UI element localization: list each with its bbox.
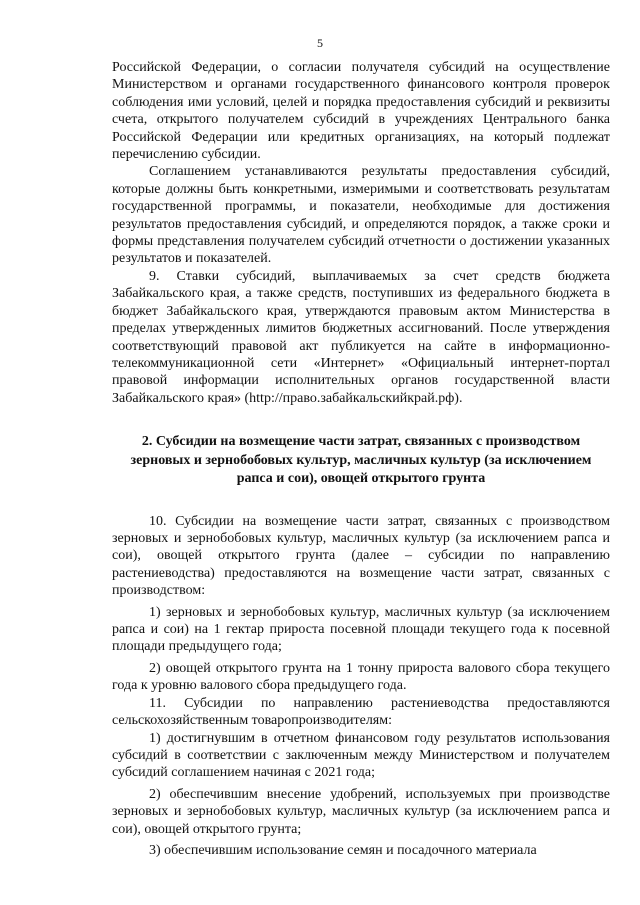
- paragraph-item-11-1: 1) достигнувшим в отчетном финансовом году результатов использования субсидий в соответствии с заключенным между Министерством и получателем субсидий соглашением начиная с 2021 года;: [112, 730, 610, 781]
- paragraph-item-10-1: 1) зерновых и зернобобовых культур, масличных культур (за исключением рапса и сои) на 1 гектар прироста посевной площади текущего года к посевной площади предыдущего года;: [112, 604, 610, 655]
- paragraph-item-11-2: 2) обеспечившим внесение удобрений, используемых при производстве зерновых и зернобобовых культур, масличных культур (за исключением рапса и сои), овощей открытого грунта;: [112, 786, 610, 837]
- paragraph-item-10: 10. Субсидии на возмещение части затрат, связанных с производством зерновых и зернобобовых культур, масличных культур (за исключением рапса и сои), овощей открытого грунта (далее – субсидии по направлению растениеводства) предоставляются на возмещение части затрат, связанных с производством:: [112, 513, 610, 599]
- document-body: [112, 59, 610, 859]
- paragraph-item-11-3: 3) обеспечившим использование семян и посадочного материала: [149, 842, 537, 858]
- paragraph-continuation: Российской Федерации, о согласии получателя субсидий на осуществление Министерством и органами государственного финансового контроля проверок соблюдения ими условий, целей и порядка предоставления субсидий и реквизиты счета, открытого получателем субсидий в учреждениях Центрального банка Российской Федерации или кредитных организациях, на который подлежат перечислению субсидии.: [112, 60, 610, 163]
- paragraph-item-11: 11. Субсидии по направлению растениеводства предоставляются сельскохозяйственным товаропроизводителям:: [112, 695, 610, 729]
- paragraph-item-9: 9. Ставки субсидий, выплачиваемых за счет средств бюджета Забайкальского края, а также средств, поступивших из федерального бюджета в бюджет Забайкальского края, утверждаются правовым актом Министерства в пределах утвержденных лимитов бюджетных ассигнований. После утверждения соответствующий правовой акт публикуется на сайте в информационно-телекоммуникационной сети «Интернет» «Официальный интернет-портал правовой информации исполнительных органов государственной власти Забайкальского края» (http://право.забайкальскийкрай.рф).: [112, 268, 610, 406]
- page-number: 5: [317, 36, 323, 50]
- paragraph-agreement-results: Соглашением устанавливаются результаты предоставления субсидий, которые должны быть конкретными, измеримыми и соответствовать результатам государственной программы, и показатели, необходимые для достижения результатов предоставления субсидий, и определяются порядок, а также сроки и формы представления получателем субсидий отчетности о достижении указанных результатов и показателей.: [112, 164, 610, 267]
- section-heading: 2. Субсидии на возмещение части затрат, связанных с производством зерновых и зернобобовых культур, масличных культур (за исключением рапса и сои), овощей открытого грунта: [130, 434, 592, 487]
- paragraph-item-10-2: 2) овощей открытого грунта на 1 тонну прироста валового сбора текущего года к уровню валового сбора предыдущего года.: [112, 660, 610, 694]
